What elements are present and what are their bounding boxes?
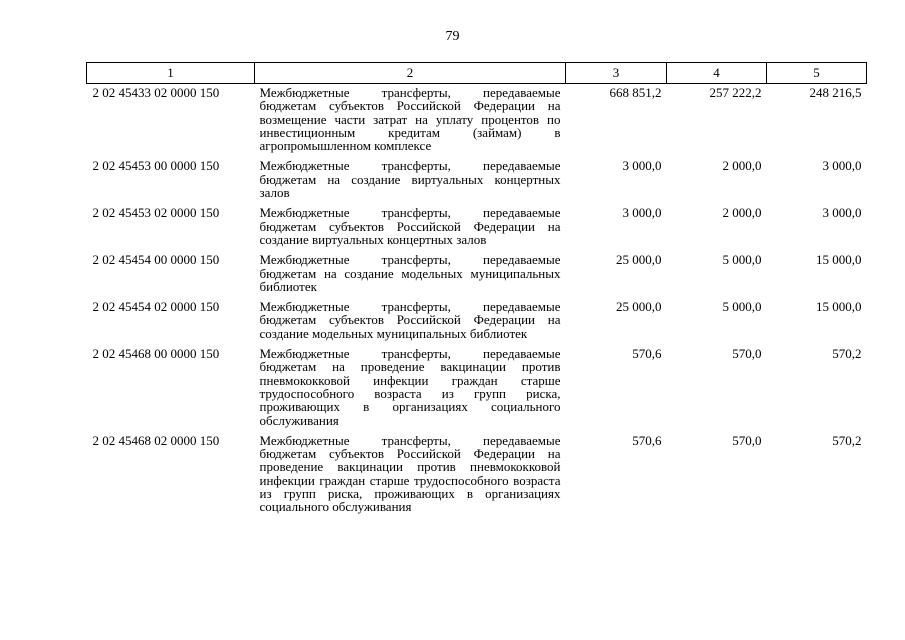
item-name: Межбюджетные трансферты, передаваемые бюджетам субъектов Российской Федерации на проведение вакцинации против пневмококковой инфекции граждан старше трудоспособного возраста из групп риска, проживающих в организациях социального обслуживания <box>259 432 561 515</box>
value-col-4: 5 000,0 <box>722 252 762 268</box>
table-row <box>87 84 867 158</box>
header-col-3: 3 <box>566 63 667 84</box>
value-col-4: 2 000,0 <box>722 158 762 174</box>
header-row <box>87 63 867 84</box>
table-body <box>87 84 867 519</box>
item-name: Межбюджетные трансферты, передаваемые бюджетам на создание модельных муниципальных библиотек <box>259 252 561 294</box>
table-row <box>87 298 867 345</box>
budget-code: 2 02 45433 02 0000 150 <box>92 85 220 100</box>
value-col-3: 570,6 <box>632 346 662 362</box>
value-col-5: 570,2 <box>832 346 862 362</box>
header-col-1: 1 <box>87 63 255 84</box>
item-name: Межбюджетные трансферты, передаваемые бюджетам субъектов Российской Федерации на создание модельных муниципальных библиотек <box>259 299 561 341</box>
value-col-5: 15 000,0 <box>816 252 862 268</box>
item-name: Межбюджетные трансферты, передаваемые бюджетам на проведение вакцинации против пневмококковой инфекции граждан старше трудоспособного возраста из групп риска, проживающих в организациях социального обслуживания <box>259 346 561 428</box>
value-col-5: 570,2 <box>832 432 862 448</box>
value-col-4: 5 000,0 <box>722 299 762 315</box>
value-col-3: 3 000,0 <box>622 158 662 174</box>
table-header <box>87 63 867 84</box>
value-col-3: 25 000,0 <box>616 299 662 315</box>
budget-code: 2 02 45453 00 0000 150 <box>92 158 220 174</box>
table-row <box>87 432 867 519</box>
table-row <box>87 251 867 298</box>
value-col-3: 3 000,0 <box>622 205 662 221</box>
table-row <box>87 345 867 432</box>
table-row <box>87 204 867 251</box>
page-number: 79 <box>445 29 460 44</box>
item-name: Межбюджетные трансферты, передаваемые бюджетам субъектов Российской Федерации на возмещение части затрат на уплату процентов по инвестиционным кредитам (займам) в агропромышленном комплексе <box>259 85 561 154</box>
value-col-4: 570,0 <box>732 432 762 448</box>
value-col-3: 570,6 <box>632 432 662 448</box>
item-name: Межбюджетные трансферты, передаваемые бюджетам субъектов Российской Федерации на создание виртуальных концертных залов <box>259 205 561 247</box>
value-col-5: 3 000,0 <box>822 205 862 221</box>
budget-code: 2 02 45468 00 0000 150 <box>92 346 220 362</box>
header-col-5: 5 <box>767 63 867 84</box>
value-col-5: 15 000,0 <box>816 299 862 315</box>
value-col-3: 668 851,2 <box>609 85 662 100</box>
value-col-5: 3 000,0 <box>822 158 862 174</box>
item-name: Межбюджетные трансферты, передаваемые бюджетам на создание виртуальных концертных залов <box>259 158 561 201</box>
budget-table <box>86 62 867 519</box>
budget-code: 2 02 45454 00 0000 150 <box>92 252 220 268</box>
budget-code: 2 02 45468 02 0000 150 <box>92 432 220 448</box>
value-col-4: 257 222,2 <box>709 85 762 100</box>
value-col-4: 2 000,0 <box>722 205 762 221</box>
value-col-5: 248 216,5 <box>809 85 862 100</box>
budget-code: 2 02 45453 02 0000 150 <box>92 205 220 221</box>
header-col-2: 2 <box>255 63 566 84</box>
header-col-4: 4 <box>667 63 767 84</box>
value-col-4: 570,0 <box>732 346 762 362</box>
budget-code: 2 02 45454 02 0000 150 <box>92 299 220 315</box>
value-col-3: 25 000,0 <box>616 252 662 268</box>
table-row <box>87 157 867 204</box>
